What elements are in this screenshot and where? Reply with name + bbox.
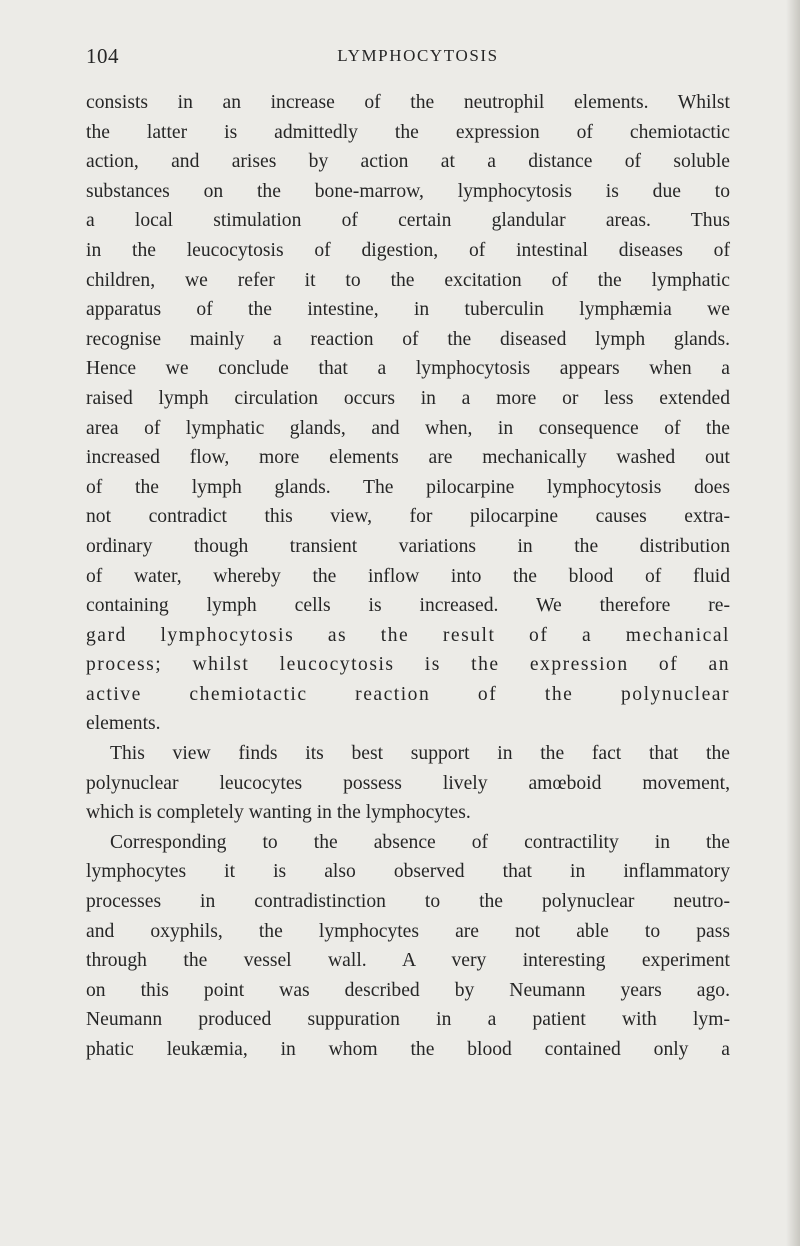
text-line: Hence we conclude that a lymphocytosis appears when a [86, 358, 730, 380]
text-line: the latter is admittedly the expression of chemiotactic [86, 121, 730, 143]
paragraph-end-line: which is completely wanting in the lymphocytes. [86, 802, 471, 824]
page-header [86, 44, 726, 74]
text-line: of water, whereby the inflow into the blood of fluid [86, 565, 730, 587]
running-head: LYMPHOCYTOSIS [337, 46, 499, 65]
text-line: raised lymph circulation occurs in a more or less extended [86, 387, 730, 409]
text-line: ordinary though transient variations in the distribution [86, 535, 730, 557]
text-line: through the vessel wall. A very interesting experiment [86, 950, 730, 972]
text-line: active chemiotactic reaction of the polynuclear [86, 683, 730, 705]
page-number: 104 [86, 44, 119, 68]
paragraph-start-line: Corresponding to the absence of contractility in the [110, 831, 730, 853]
text-line: phatic leukæmia, in whom the blood contained only a [86, 1039, 730, 1060]
text-line: a local stimulation of certain glandular areas. Thus [86, 210, 730, 232]
text-line: gard lymphocytosis as the result of a mechanical [86, 624, 730, 646]
text-line: containing lymph cells is increased. We therefore re- [86, 595, 730, 617]
text-line: area of lymphatic glands, and when, in consequence of the [86, 417, 730, 439]
text-line: recognise mainly a reaction of the diseased lymph glands. [86, 328, 730, 350]
text-line: action, and arises by action at a distance of soluble [86, 151, 730, 173]
text-line: consists in an increase of the neutrophil elements. Whilst [86, 92, 730, 113]
text-line: in the leucocytosis of digestion, of intestinal diseases of [86, 239, 730, 261]
page-edge-shadow [786, 0, 800, 1246]
text-line: processes in contradistinction to the polynuclear neutro- [86, 891, 730, 913]
text-line: of the lymph glands. The pilocarpine lymphocytosis does [86, 476, 730, 498]
text-line: Neumann produced suppuration in a patient with lym- [86, 1009, 730, 1031]
text-line: not contradict this view, for pilocarpine causes extra- [86, 506, 730, 528]
paragraph-end-line: elements. [86, 713, 161, 735]
text-line: increased flow, more elements are mechanically washed out [86, 447, 730, 469]
text-line: lymphocytes it is also observed that in inflammatory [86, 861, 730, 883]
paragraph-start-line: This view finds its best support in the fact that the [110, 743, 730, 765]
text-line: substances on the bone-marrow, lymphocytosis is due to [86, 180, 730, 202]
text-line: on this point was described by Neumann years ago. [86, 979, 730, 1001]
text-line: polynuclear leucocytes possess lively amœboid movement, [86, 772, 730, 794]
body-text [86, 88, 730, 1065]
text-line: children, we refer it to the excitation of the lymphatic [86, 269, 730, 291]
text-line: and oxyphils, the lymphocytes are not able to pass [86, 920, 730, 942]
text-line: apparatus of the intestine, in tuberculin lymphæmia we [86, 299, 730, 321]
text-line: process; whilst leucocytosis is the expression of an [86, 654, 730, 676]
